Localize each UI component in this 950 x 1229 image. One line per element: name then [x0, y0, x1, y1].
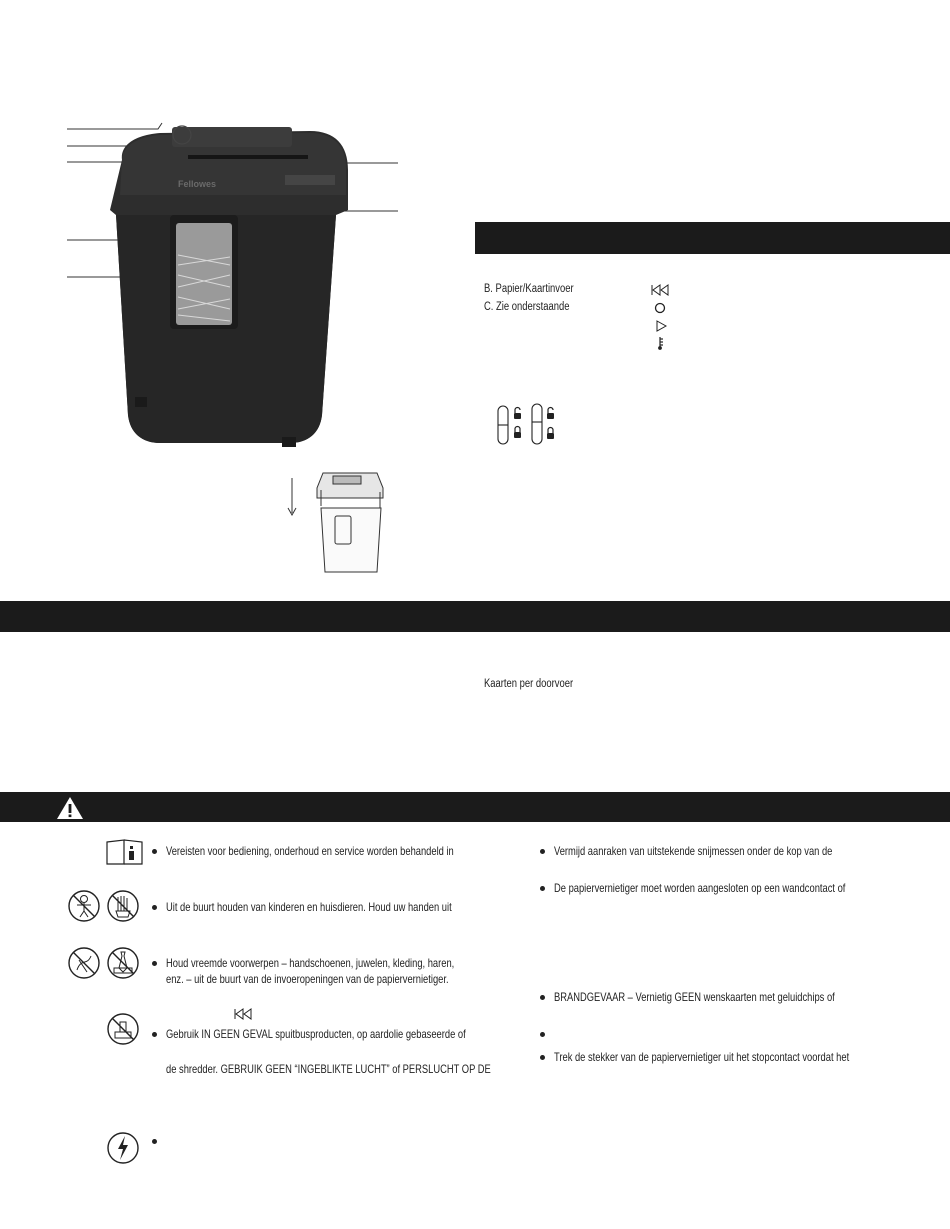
basket-illustration — [285, 468, 395, 588]
manual-info-icon — [104, 838, 146, 866]
controls-header-band — [475, 222, 950, 254]
bullet-dot — [152, 849, 157, 854]
safety-right-2: De papiervernietiger moet worden aangesloten op een wandcontact of — [554, 881, 846, 895]
safety-left-4: Gebruik IN GEEN GEVAL spuitbusproducten, op aardolie gebaseerde of — [166, 1027, 466, 1041]
safety-left-2: Uit de buurt houden van kinderen en huisdieren. Houd uw handen uit — [166, 900, 452, 914]
safety-left-3b: enz. – uit de buurt van de invoeropeningen van de papiervernietiger. — [166, 972, 449, 986]
bullet-dot — [152, 961, 157, 966]
bullet-dot — [152, 1032, 157, 1037]
see-below-label: C. Zie onderstaande — [484, 301, 570, 313]
bullet-dot — [540, 886, 545, 891]
safety-left-4b: de shredder. GEBRUIK GEEN “INGEBLIKTE LUCHT” of PERSLUCHT OP DE — [166, 1062, 491, 1076]
auto-on-icon — [655, 320, 667, 332]
reverse-icon — [650, 284, 670, 296]
safety-right-3: BRANDGEVAAR – Vernietig GEEN wenskaarten met geluidchips of — [554, 990, 835, 1004]
safety-left-3: Houd vreemde voorwerpen – handschoenen, juwelen, kleding, haren, — [166, 956, 455, 970]
off-icon — [654, 302, 666, 314]
warning-triangle-icon — [56, 796, 84, 820]
paper-feed-label: B. Papier/Kaartinvoer — [484, 283, 574, 295]
no-aerosol-icon — [106, 1012, 140, 1046]
safety-left-1: Vereisten voor bediening, onderhoud en service worden behandeld in — [166, 844, 454, 858]
no-children-icon — [67, 889, 101, 923]
reverse-icon-inline — [233, 1008, 253, 1020]
thermometer-icon — [656, 336, 666, 350]
lock-switch-icon — [496, 402, 560, 448]
bullet-dot — [540, 995, 545, 1000]
no-hands-icon — [106, 889, 140, 923]
bullet-dot — [540, 1055, 545, 1060]
safety-right-1: Vermijd aanraken van uitstekende snijmessen onder de kop van de — [554, 844, 833, 858]
safety-header-band — [0, 792, 950, 822]
bullet-dot — [540, 849, 545, 854]
electric-hazard-icon — [106, 1131, 140, 1165]
bullet-dot — [540, 1032, 545, 1037]
specs-header-band — [0, 601, 950, 632]
no-loose-items-icon — [67, 946, 101, 980]
bullet-dot — [152, 1139, 157, 1144]
no-tie-icon — [106, 946, 140, 980]
cards-per-pass-label: Kaarten per doorvoer — [484, 678, 574, 690]
shredder-illustration — [60, 115, 410, 455]
safety-right-4: Trek de stekker van de papiervernietiger uit het stopcontact voordat het — [554, 1050, 850, 1064]
svg-text:Fellowes: Fellowes — [178, 179, 217, 189]
bullet-dot — [152, 905, 157, 910]
